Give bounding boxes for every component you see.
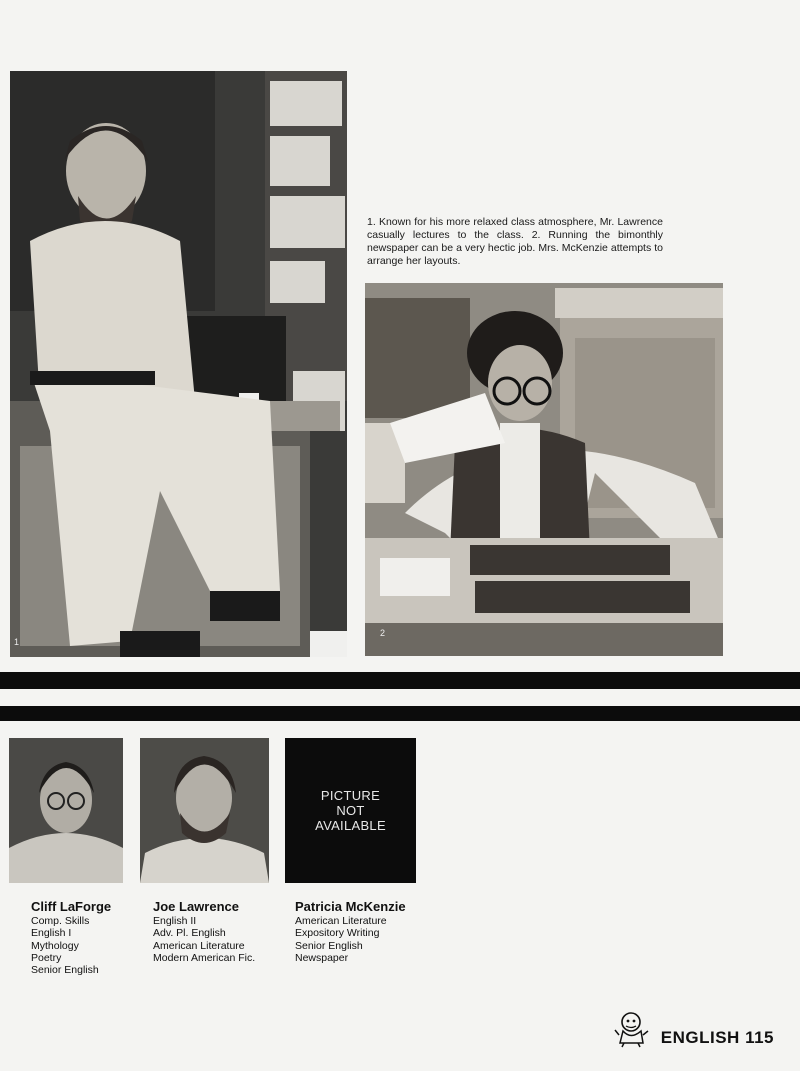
teacher-entry-laforge (31, 899, 111, 976)
course-item: English I (31, 927, 72, 940)
photo-2-number: 2 (380, 628, 386, 638)
course-item: Senior English (31, 964, 99, 977)
course-item: Comp. Skills (31, 915, 90, 927)
course-item: American Literature (153, 939, 245, 952)
placeholder-line-1: PICTURE (320, 788, 381, 803)
page-number: 115 (745, 1028, 774, 1047)
teacher-entry-lawrence (153, 899, 255, 964)
portrait-cliff-laforge (9, 738, 123, 883)
placeholder-line-3: AVAILABLE (315, 818, 386, 833)
page-footer (661, 1028, 774, 1048)
photo-newspaper-layout (365, 283, 723, 656)
course-item: Senior English (295, 939, 363, 952)
course-item: Poetry (31, 951, 62, 964)
placeholder-line-2: NOT (336, 803, 365, 818)
teacher-name: Joe Lawrence (153, 899, 239, 914)
section-title: ENGLISH (660, 1028, 740, 1047)
divider-stripe-bottom (0, 706, 800, 721)
teacher-name: Cliff LaForge (31, 899, 112, 914)
picture-not-available-placeholder (285, 738, 416, 883)
course-item: Expository Writing (295, 927, 380, 940)
photo-1-number: 1 (14, 637, 20, 647)
course-item: English II (153, 915, 197, 927)
portrait-joe-lawrence (140, 738, 269, 883)
course-item: American Literature (295, 915, 387, 927)
course-item: Adv. Pl. English (153, 927, 226, 940)
bulldog-mascot-icon (614, 1010, 650, 1048)
teacher-name: Patricia McKenzie (295, 899, 406, 914)
course-item: Modern American Fic. (153, 951, 256, 964)
divider-stripe-top (0, 672, 800, 689)
teacher-entry-mckenzie (295, 899, 406, 964)
course-item: Mythology (31, 939, 79, 952)
photo-caption: 1. Known for his more relaxed class atmosphere, Mr. Lawrence casually lectures to the class. 2. Running the bimonthly newspaper can be a very hectic job. Mrs. McKenzie attempts to arrange her layouts. (367, 216, 663, 267)
photo-lecture (10, 71, 347, 657)
course-item: Newspaper (295, 951, 349, 964)
